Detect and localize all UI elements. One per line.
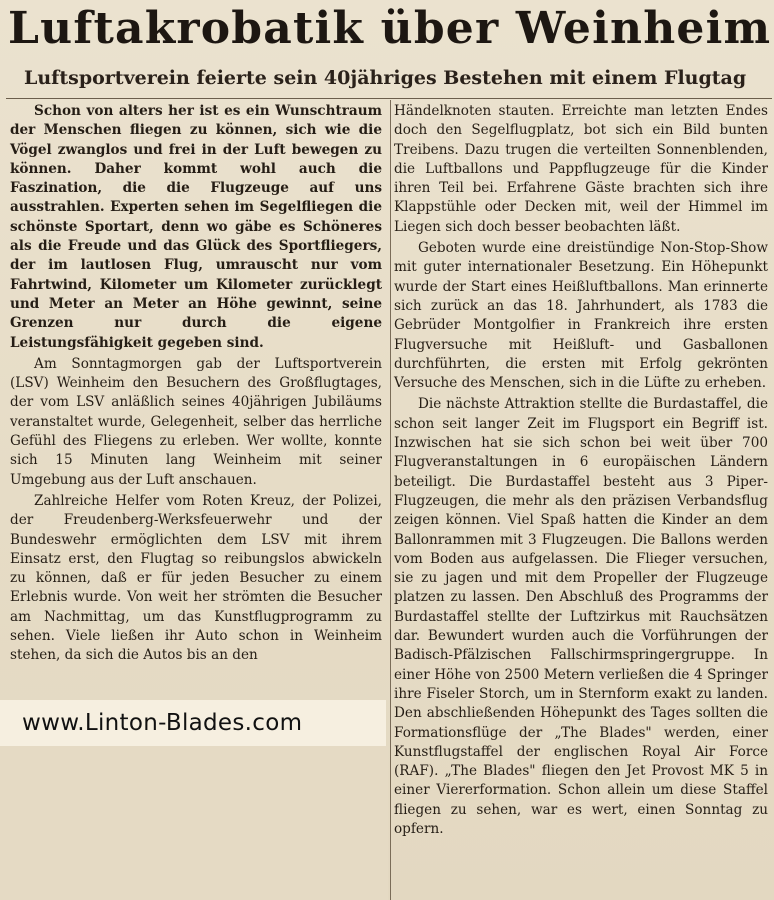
subheadline: Luftsportverein feierte sein 40jähriges Bestehen mit einem Flugtag bbox=[24, 67, 747, 89]
header-rule bbox=[6, 98, 772, 99]
right-paragraph-2: Geboten wurde eine dreistündige Non-Stop-Show mit guter internationaler Besetzung. Ein Höhepunkt wurde der Start eines Heißluftballons. Man erinnerte sich zurück an das 18. Jahrhundert, als 1783 die Gebrüder Montgolfier in Frankreich ihre ersten Flugversuche mit Heißluft- und Gasballonen durchführten, die ersten mit Erfolg gekrönten Versuche des Menschen, sich in die Lüfte zu erheben. bbox=[394, 240, 768, 392]
left-paragraph-intro: Schon von alters her ist es ein Wunschtraum der Menschen fliegen zu können, sich wie die Vögel zwanglos und frei in der Luft bewegen zu können. Daher kommt wohl auch die Faszination, die die Flugzeuge auf uns ausstrahlen. Experten sehen im Segelfliegen die schönste Sportart, denn wo gäbe es Schöneres als die Freude und das Glück des Sportfliegers, der im lautlosen Flug, umrauscht nur vom Fahrtwind, Kilometer um Kilometer zurücklegt und Meter an Meter an Höhe gewinnt, seine Grenzen nur durch die eigene Leistungsfähigkeit gegeben sind. bbox=[10, 103, 382, 351]
right-paragraph-3: Die nächste Attraktion stellte die Burdastaffel, die schon seit langer Zeit im Flugsport ein Begriff ist. Inzwischen hat sie sich schon bei weit über 700 Flugveranstaltungen in 6 europäischen Ländern beteiligt. Die Burdastaffel besteht aus 3 Piper-Flugzeugen, die mehr als den präzisen Verbandsflug zeigen können. Viel Spaß hatten die Kinder an dem Ballonrammen mit 3 Flugzeugen. Die Ballons werden vom Boden aus aufgelassen. Die Flieger versuchen, sie zu jagen und mit dem Propeller der Flugzeuge platzen zu lassen. Den Abschluß des Programms der Burdastaffel stellte der Luftzirkus mit Rauchsätzen dar. Bewundert wurden auch die Vorführungen der Badisch-Pfälzischen Fallschirmspringergruppe. In einer Höhe von 2500 Metern verließen die 4 Springer ihre Fiseler Storch, um in Sternform exakt zu landen. Den abschließenden Höhepunkt des Tages sollten die Formationsflüge der „The Blades" werden, einer Kunstflugstaffel der englischen Royal Air Force (RAF). „The Blades" fliegen den Jet Provost MK 5 in einer Viererformation. Schon allein um diese Staffel fliegen zu sehen, war es wert, einen Sonntag zu opfern. bbox=[394, 396, 768, 837]
headline: Luftakrobatik über Weinheim bbox=[8, 3, 772, 54]
left-paragraph-2: Am Sonntagmorgen gab der Luftsportverein (LSV) Weinheim den Besuchern des Großflugtages, der vom LSV anläßlich seines 40jährigen Jubiläums veranstaltet wurde, Gelegenheit, selber das herrliche Gefühl des Fliegens zu erleben. Wer wollte, konnte sich 15 Minuten lang Weinheim mit seiner Umgebung aus der Luft anschauen. bbox=[10, 355, 382, 488]
left-paragraph-3: Zahlreiche Helfer vom Roten Kreuz, der Polizei, der Freudenberg-Werksfeuerwehr und der Bundeswehr ermöglichten dem LSV mit ihrem Einsatz erst, den Flugtag so reibungslos abwickeln zu können, daß er für jeden Besucher zu einem Erlebnis wurde. Von weit her strömten die Besucher am Nachmittag, um das Kunstflugprogramm zu sehen. Viele ließen ihr Auto schon in Weinheim stehen, da sich die Autos bis an den bbox=[10, 492, 382, 664]
blank-paper-area bbox=[0, 746, 388, 900]
column-divider bbox=[390, 100, 391, 900]
right-column bbox=[394, 102, 768, 839]
website-watermark: www.Linton-Blades.com bbox=[0, 700, 386, 746]
right-paragraph-1: Händelknoten stauten. Erreichte man letzten Endes doch den Segelflugplatz, bot sich ein Bild bunten Treibens. Dazu trugen die verteilten Sonnenblenden, die Luftballons und Pappflugzeuge für die Kinder ihren Teil bei. Erfahrene Gäste brachten sich ihre Klappstühle oder Decken mit, weil der Himmel im Liegen sich doch besser beobachten läßt. bbox=[394, 103, 768, 235]
left-column bbox=[10, 102, 382, 666]
